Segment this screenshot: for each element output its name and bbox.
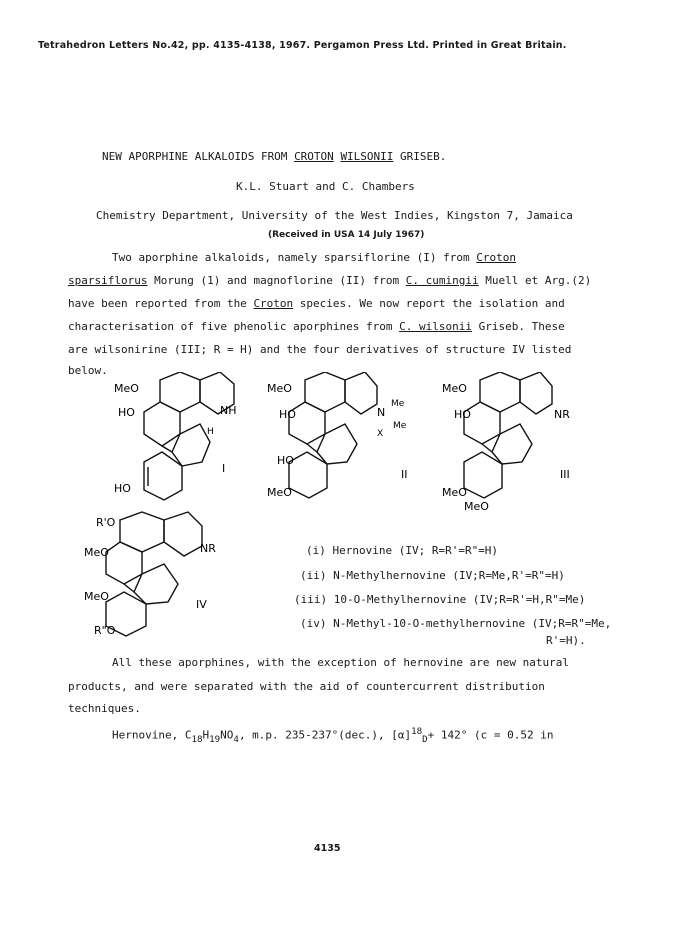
text: , m.p. 235-237°(dec.), [α]: [238, 728, 412, 742]
text: have been reported from the: [68, 297, 254, 310]
text: Morung (1) and magnoflorine (II) from: [147, 274, 406, 287]
derivative-iv-cont: R'=H).: [546, 634, 586, 647]
r-prime-o-group: R'O: [96, 516, 116, 529]
meo-group: MeO: [442, 486, 467, 499]
ho-group: HO: [118, 406, 135, 419]
text: H: [202, 728, 210, 742]
para1-line6: below.: [68, 364, 108, 377]
structure-label: II: [401, 468, 408, 481]
ho-group: HO: [114, 482, 131, 495]
nr-group: NR: [200, 542, 216, 555]
received-date: (Received in USA 14 July 1967): [268, 230, 425, 240]
hernovine-data-line: [112, 726, 554, 745]
species: sparsiflorus: [68, 274, 148, 287]
text: NO: [220, 728, 234, 742]
para1-line1: [112, 251, 516, 264]
para1-line5: are wilsonirine (III; R = H) and the four derivatives of structure IV listed: [68, 343, 572, 356]
x-group: X: [377, 429, 384, 439]
title-authority: GRISEB.: [393, 150, 447, 163]
species: C. cumingii: [405, 274, 479, 287]
para1-line3: [68, 297, 565, 310]
structure-label: I: [222, 462, 226, 475]
meo-group: MeO: [84, 546, 109, 559]
meo-group: MeO: [267, 486, 292, 499]
meo-group: MeO: [267, 382, 292, 395]
structure-I: [110, 372, 260, 502]
para1-line2: [68, 274, 591, 287]
derivative-ii: (ii) N-Methylhernovine (IV;R=Me,R'=R"=H): [300, 569, 565, 582]
para1-line4: [68, 320, 565, 333]
subscript: 4: [233, 733, 239, 745]
ho-group: HO: [277, 454, 294, 467]
subscript: D: [422, 733, 428, 745]
ho-group: HO: [454, 408, 471, 421]
h-group: H: [207, 427, 214, 437]
structure-label: III: [560, 468, 570, 481]
ho-group: HO: [279, 408, 296, 421]
structure-label: IV: [196, 598, 207, 611]
paper-title: [102, 150, 446, 163]
text: Two aporphine alkaloids, namely sparsiflorine (I) from: [112, 251, 477, 264]
r-double-prime-o-group: R"O: [94, 624, 116, 637]
nr-group: NR: [554, 408, 570, 421]
structure-II: [265, 372, 430, 502]
meo-group: MeO: [464, 500, 489, 512]
structure-IV: [84, 508, 244, 643]
journal-header: Tetrahedron Letters No.42, pp. 4135-4138, 1967. Pergamon Press Ltd. Printed in Great Britain.: [38, 40, 567, 51]
structure-III: [440, 372, 600, 512]
text: Griseb. These: [472, 320, 565, 333]
page-number: 4135: [314, 843, 341, 854]
authors: K.L. Stuart and C. Chambers: [236, 180, 415, 193]
title-genus: CROTON: [294, 150, 334, 163]
subscript: 18: [191, 733, 203, 745]
meo-group: MeO: [114, 382, 139, 395]
text: characterisation of five phenolic aporphines from: [68, 320, 400, 333]
affiliation: Chemistry Department, University of the West Indies, Kingston 7, Jamaica: [96, 209, 573, 222]
meo-group: MeO: [442, 382, 467, 395]
title-species: WILSONII: [340, 150, 394, 163]
nh-group: NH: [220, 404, 237, 417]
derivative-iii: (iii) 10-O-Methylhernovine (IV;R=R'=H,R"=Me): [294, 593, 586, 606]
n-group: N: [377, 406, 386, 419]
para2-line3: techniques.: [68, 702, 141, 715]
derivative-i: (i) Hernovine (IV; R=R'=R"=H): [306, 544, 499, 557]
derivative-iv: (iv) N-Methyl-10-O-methylhernovine (IV;R=R"=Me,: [300, 617, 612, 630]
me-group: Me: [391, 399, 405, 409]
title-text: NEW APORPHINE ALKALOIDS FROM: [102, 150, 295, 163]
me-group: Me: [393, 421, 407, 431]
genus: Croton: [253, 297, 294, 310]
para2-line2: products, and were separated with the aid of countercurrent distribution: [68, 680, 545, 693]
text: + 142° (c = 0.52 in: [427, 728, 554, 742]
text: Hernovine, C: [112, 728, 192, 742]
species: C. wilsonii: [399, 320, 472, 333]
para2-line1: All these aporphines, with the exception of hernovine are new natural: [112, 656, 569, 669]
superscript: 18: [411, 726, 423, 737]
text: Muell et Arg.(2): [478, 274, 592, 287]
subscript: 19: [209, 733, 221, 745]
genus: Croton: [476, 251, 516, 264]
meo-group: MeO: [84, 590, 109, 603]
text: species. We now report the isolation and: [293, 297, 565, 310]
